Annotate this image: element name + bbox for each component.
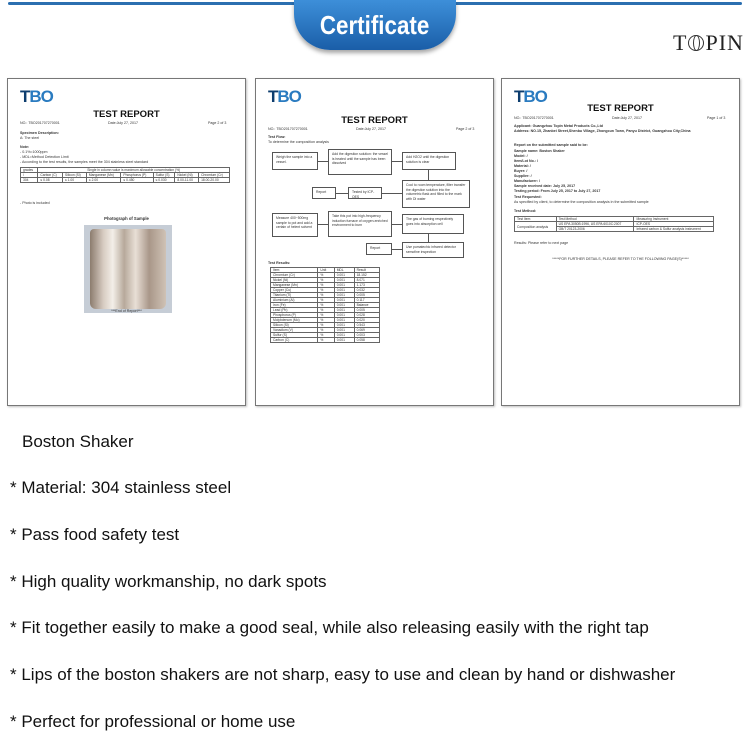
report-title: TEST REPORT [587, 103, 654, 114]
feature-item: * Perfect for professional or home use [10, 712, 296, 731]
flow-label: Test Flow: [268, 135, 286, 139]
sample-field: Model: / [514, 154, 528, 158]
flow-arrow [428, 234, 429, 242]
flow-step-weigh: Weigh the sample into a vessel. [272, 152, 318, 170]
sample-field: Item/Lot No.: / [514, 159, 538, 163]
spec-label: Specimen Description: [20, 131, 59, 135]
result-row: Sulfur (S) % 0.001 0.003 [271, 333, 380, 338]
feature-item: * Pass food safety test [10, 525, 180, 544]
flow-arrow [428, 170, 429, 180]
result-row: Vanadium (V) % 0.001 0.069 [271, 328, 380, 333]
sample-field: Manufacturer: / [514, 179, 540, 183]
applicant: Applicant: Guangzhou Topin Metal Products Co.,Ltd [514, 124, 603, 128]
feature-item: * Lips of the boston shakers are not sharp, easy to use and clean by hand or dishwasher [10, 665, 676, 684]
test-report-page-results [255, 78, 494, 406]
result-row: Titanium (Ti) % 0.001 0.005 [271, 293, 380, 298]
certificate-banner [0, 0, 750, 60]
sample-photo [90, 229, 166, 309]
flow-sub: To determine the composition analysis [268, 140, 329, 144]
note-3: - According to the test results, the samples meet the 304 stainless steel standard [20, 160, 149, 164]
sample-field: Material: / [514, 164, 531, 168]
flow-step-h2o2: Add H2O2 until the digestion solution is clear [402, 152, 456, 170]
sample-field: Supplier: / [514, 174, 532, 178]
note-2: - MDL=Method Detection Limit [20, 155, 69, 159]
result-row: Nickel (Ni) % 0.001 8.071 [271, 278, 380, 283]
brand-logo [673, 30, 744, 56]
tbo-logo: TBO [20, 87, 53, 106]
photo-note: - Photo is included [20, 201, 50, 205]
results-label: Test Results: [268, 261, 291, 265]
flow-arrow [336, 193, 348, 194]
requested-label: Test Requested: [514, 195, 542, 199]
globe-icon [688, 35, 704, 51]
address: Address: NO.15, Zhanbei Street,Shenbu Village, Zhongcun Town, Panyu District, Guangzhou City,China [514, 129, 691, 133]
flow-step-digest: Add the digestion solution: the vessel is heated until the sample has been dissolved [328, 149, 392, 175]
test-report-page-summary [501, 78, 740, 406]
flow-arrow [392, 249, 402, 250]
grade-table: grades Single in column value is maximum allowable concentration (%) / Carbon (C) Silicon (Si) Manganese (Mn) Phosphorus (P) Sulfur (S) Nickel (Ni) Chromium (Cr) 304 ≤ 0.08 ≤ 1.00 ≤ 2.00 ≤ 0.450 ≤ 0.030 8.00-11.00 18.00-20.00 [20, 167, 230, 183]
report-title: TEST REPORT [341, 115, 408, 126]
flow-step-cool: Cool to room temperature, filter transfer the digestion solution into the volumetric flask and filled to the mark with DI water [402, 180, 470, 208]
sample-field: Buyer: / [514, 169, 528, 173]
report-title: TEST REPORT [93, 109, 160, 120]
result-row: Iron (Fe) % 0.001 Balance [271, 303, 380, 308]
result-row: Molybdenum (Mo) % 0.001 0.020 [271, 318, 380, 323]
spec-value: A: The steel [20, 136, 40, 140]
photo-title: Photograph of Sample [104, 216, 149, 221]
report-ref: NO.: TBO201707270001 [20, 121, 60, 125]
report-date: Date:July 27, 2017 [108, 121, 138, 125]
method-table: Test Item Test Method Measuring Instrument Composition analysis US EPA 3050B:1996, US EPA 6010C:2007 ICP-OES GB/T 20123-2006 Infrared carbon & Sulfur analysis instrument [514, 216, 714, 232]
product-name: Boston Shaker [22, 432, 134, 451]
report-page: Page 2 of 3 [456, 127, 475, 131]
flow-step-icp: Tested by ICP-OES [348, 187, 382, 199]
report-page: Page 1 of 3 [707, 116, 726, 120]
feature-item: * High quality workmanship, no dark spots [10, 572, 327, 591]
report-date: Date:July 27, 2017 [612, 116, 642, 120]
submitted-label: Report on the submitted sample said to be: [514, 143, 588, 147]
flow-arrow [318, 161, 328, 162]
result-row: Copper (Cu) % 0.001 0.032 [271, 288, 380, 293]
feature-item: * Fit together easily to make a good seal, while also releasing easily with the right tap [10, 618, 649, 637]
flow-step-measure: Measure 400~500mg sample to pot and add a certain of helent solvent [272, 213, 318, 237]
flow-step-report-2: Report [366, 243, 392, 255]
sample-field: Testing period: From July 25, 2017 to July 27, 2017 [514, 189, 601, 193]
flow-step-burn: Take this pot into high-frequency induction furnace of oxygen-enriched environment to burn [328, 211, 392, 237]
flow-arrow [318, 224, 328, 225]
report-ref: NO.: TBO201707270001 [514, 116, 554, 120]
results-table: Item Unit MDL Result Chromium (Cr) % 0.001 18.152 Nickel (Ni) % 0.001 8.071 Manganese (Mn) % 0.001 1.173 Copper (Cu) % 0.001 0.032 Titanium (Ti) % 0.001 0.005 Aluminium (Al) % 0.001 0.117 Iron (Fe) % 0.001 Balance Lead (Pb) % 0.001 0.005 Phosphorus (P) % 0.001 0.028 Molybdenum (Mo) % 0.001 0.020 Silicon (Si) % 0.001 0.543 Vanadium (V) % 0.001 0.069 Sulfur (S) % 0.001 0.003 Carbon (C) % 0.001 0.058 [270, 267, 380, 343]
result-row: Carbon (C) % 0.001 0.058 [271, 338, 380, 343]
tbo-logo: TBO [514, 87, 547, 106]
end-of-report: ***End of Report*** [111, 309, 142, 313]
requested-text: As specified by client, to determine the composition analysis in the submitted sample [514, 200, 649, 204]
brand-text-start: T [673, 30, 688, 55]
result-row: Phosphorus (P) % 0.001 0.028 [271, 313, 380, 318]
test-report-page-photo [7, 78, 246, 406]
note-1: - 0.1%=1000ppm [20, 150, 48, 154]
banner-tab [294, 0, 456, 50]
sample-field: Sample received date: July 25, 2017 [514, 184, 576, 188]
brand-text-end: PIN [705, 30, 744, 55]
flow-arrow [382, 193, 402, 194]
method-label: Test Method: [514, 209, 537, 213]
flow-arrow [392, 161, 402, 162]
report-ref: NO.: TBO201707270001 [268, 127, 308, 131]
note-label: Note: [20, 145, 30, 149]
result-row: Aluminium (Al) % 0.001 0.117 [271, 298, 380, 303]
result-row: Lead (Pb) % 0.001 0.005 [271, 308, 380, 313]
sample-field: Sample name: Boston Shaker [514, 149, 565, 153]
report-date: Date:July 27, 2017 [356, 127, 386, 131]
result-row: Silicon (Si) % 0.001 0.543 [271, 323, 380, 328]
flow-step-report: Report [312, 187, 336, 199]
feature-item: * Material: 304 stainless steel [10, 478, 232, 497]
flow-arrow [392, 224, 402, 225]
result-row: Chromium (Cr) % 0.001 18.152 [271, 273, 380, 278]
report-page: Page 2 of 3 [208, 121, 227, 125]
flow-step-gas: The gas of burning respectively goes into absorption cell [402, 214, 464, 234]
results-note: Results: Please refer to next page [514, 241, 569, 245]
further-details: *****FOR FURTHER DETAILS, PLEASE REFER TO THE FOLLOWING PAGE(S)***** [552, 257, 689, 261]
tbo-logo: TBO [268, 87, 301, 106]
banner-title: Certificate [320, 9, 430, 40]
result-row: Manganese (Mn) % 0.001 1.173 [271, 283, 380, 288]
flow-step-detector: Use pumatechic infrared detector semofine inspection [402, 242, 464, 258]
